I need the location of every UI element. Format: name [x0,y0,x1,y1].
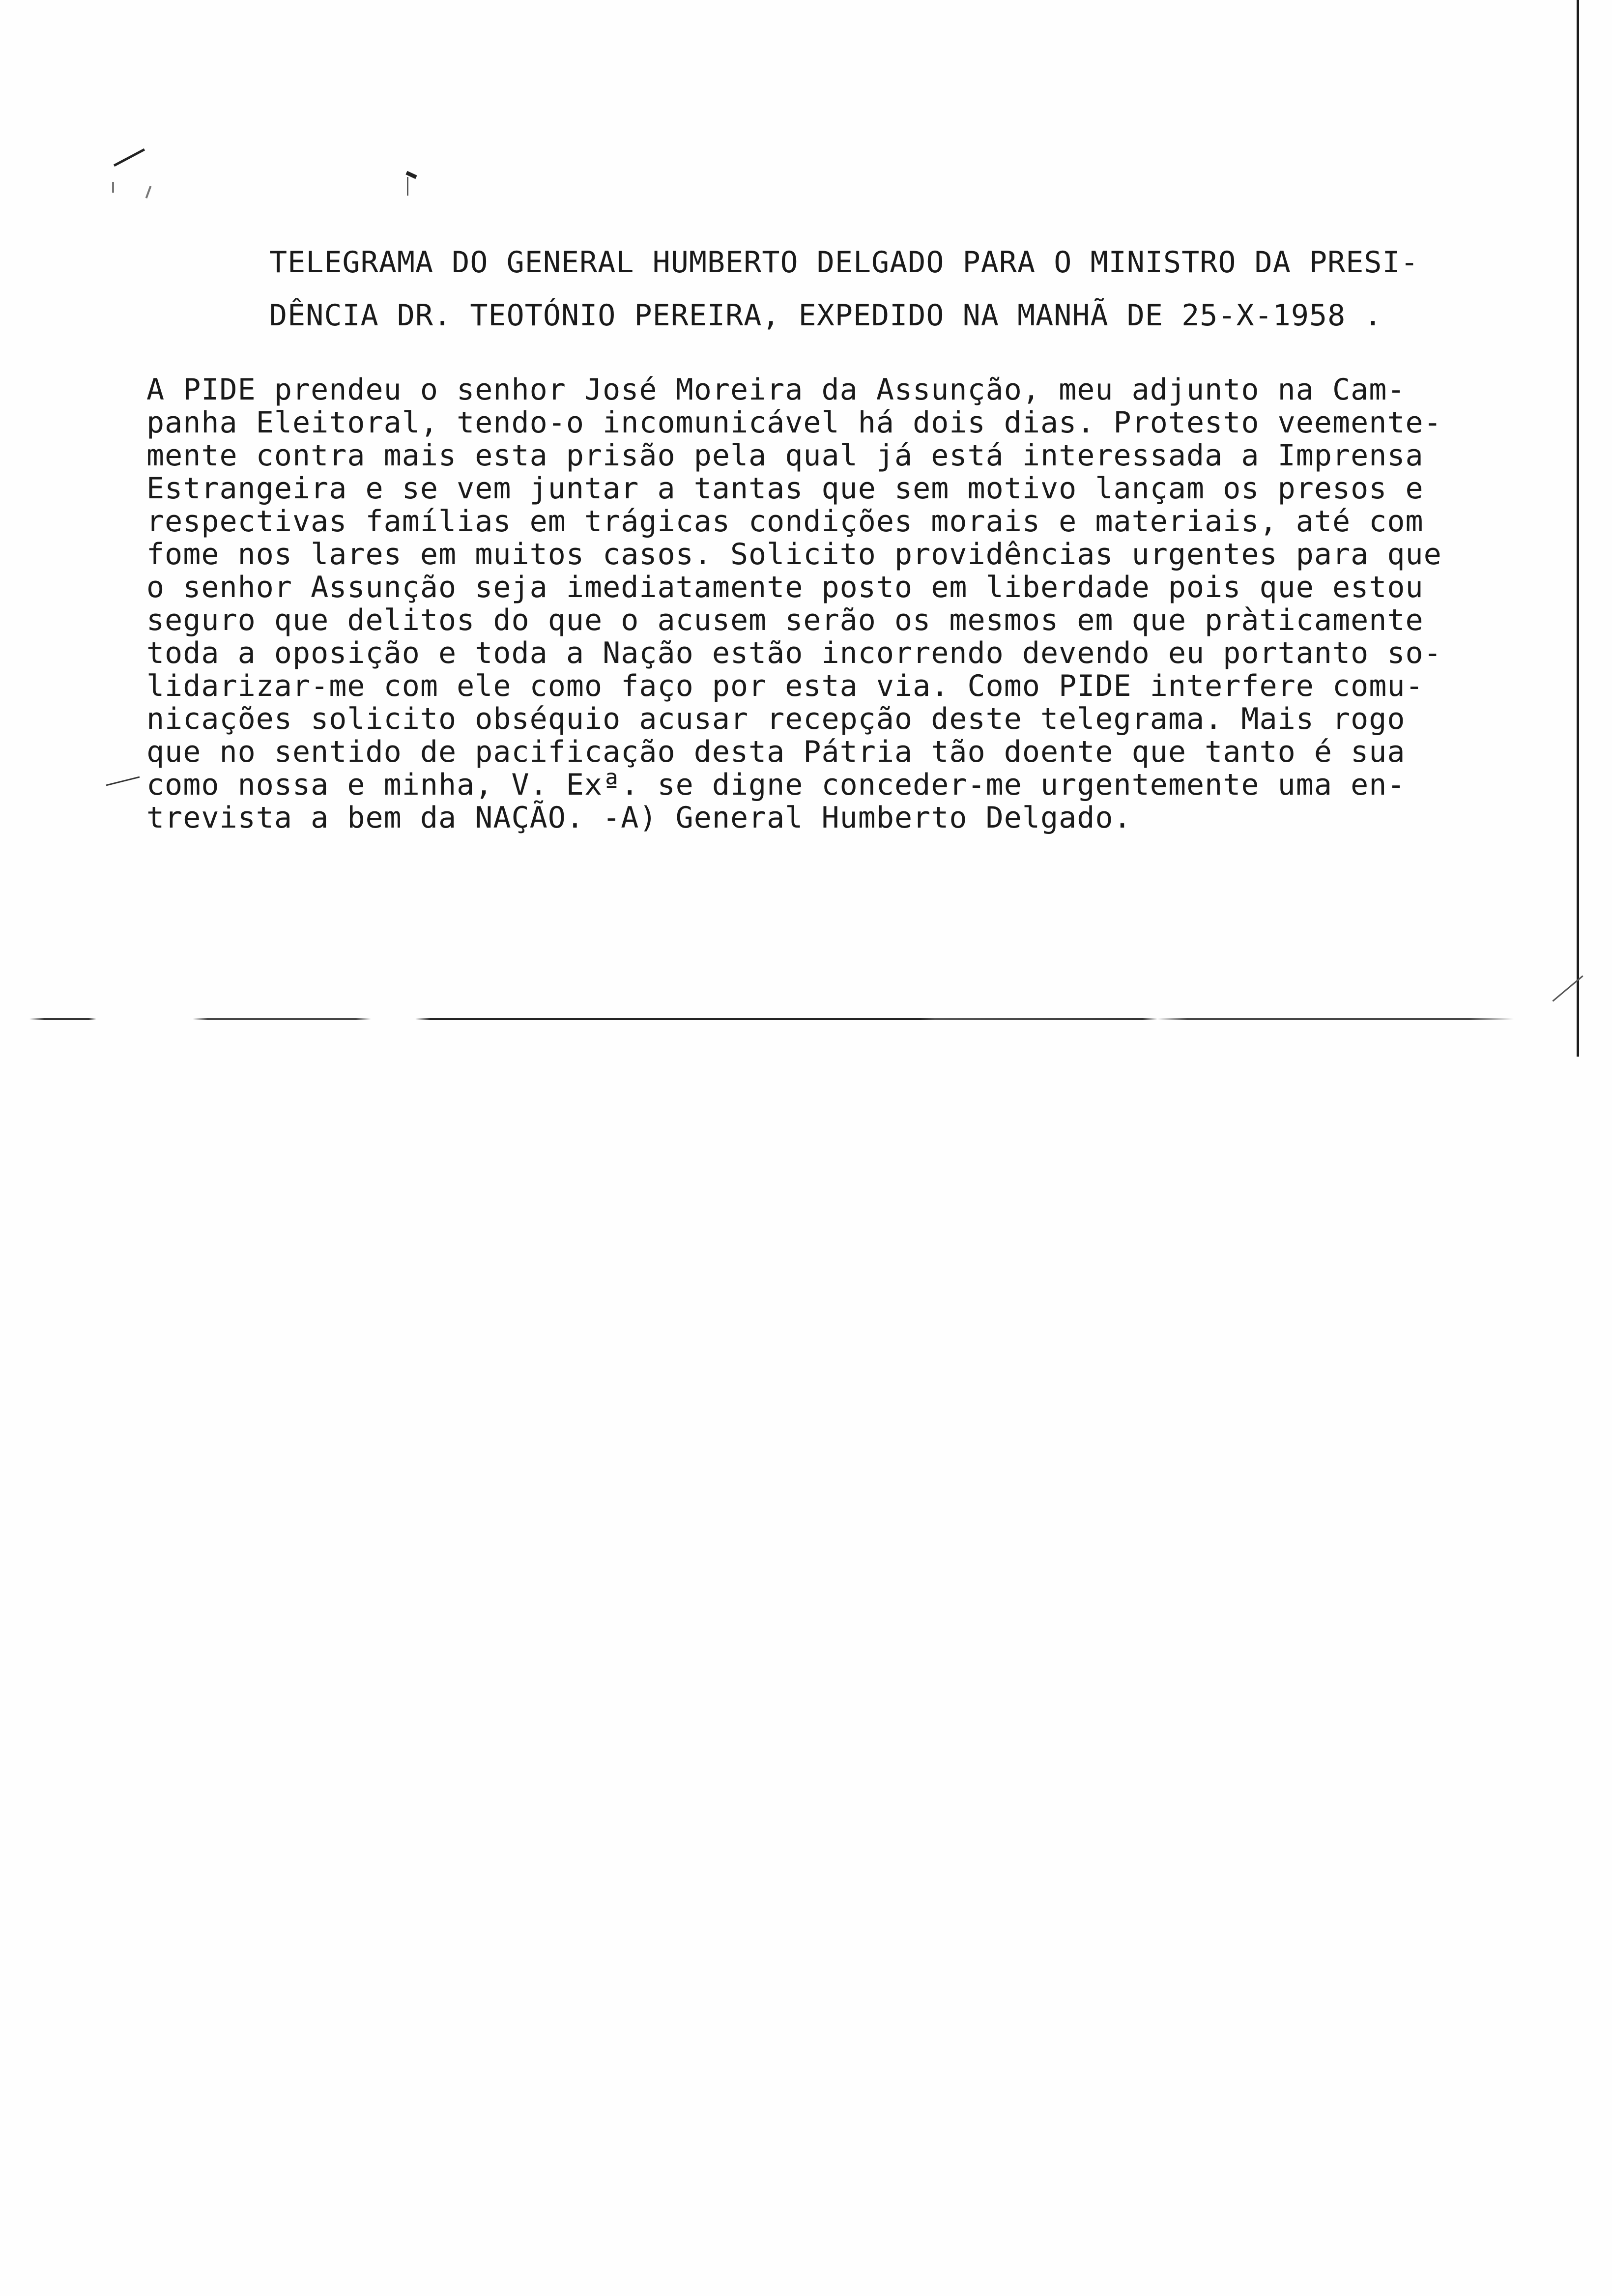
scan-mark [145,186,152,199]
scan-mark [106,776,140,786]
document-heading [269,236,1527,342]
body-line: toda a oposição e toda a Nação estão incorrendo devendo eu portanto so- [146,636,1442,670]
body-line: como nossa e minha, V. Exª. se digne conceder-me urgentemente uma en- [146,768,1406,802]
scan-edge-line [1577,0,1579,1057]
body-line: A PIDE prendeu o senhor José Moreira da Assunção, meu adjunto na Cam- [146,373,1406,407]
body-line: nicações solicito obséquio acusar recepção deste telegrama. Mais rogo [146,702,1406,736]
body-line: mente contra mais esta prisão pela qual já está interessada a Imprensa [146,438,1424,473]
body-line: fome nos lares em muitos casos. Solicito providências urgentes para que [146,537,1442,572]
body-line: Estrangeira e se vem juntar a tantas que sem motivo lançam os presos e [146,471,1424,506]
body-line: panha Eleitoral, tendo-o incomunicável há dois dias. Protesto veemente- [146,405,1442,440]
scan-border-line [29,1018,1514,1020]
body-line: trevista a bem da NAÇÃO. -A) General Humberto Delgado. [146,801,1132,835]
telegram-body [146,373,1552,834]
body-line: lidarizar-me com ele como faço por esta via. Como PIDE interfere comu- [146,669,1424,703]
body-line: seguro que delitos do que o acusem serão os mesmos em que pràticamente [146,603,1424,637]
body-line: o senhor Assunção seja imediatamente posto em liberdade pois que estou [146,570,1424,604]
body-line: que no sentido de pacificação desta Pátria tão doente que tanto é sua [146,735,1406,769]
scan-mark [112,182,114,193]
heading-line: DÊNCIA DR. TEOTÓNIO PEREIRA, EXPEDIDO NA MANHÃ DE 25-X-1958 . [269,298,1382,333]
scan-mark [114,148,145,167]
body-line: respectivas famílias em trágicas condições morais e materiais, até com [146,504,1424,539]
scan-mark [407,177,408,196]
heading-line: TELEGRAMA DO GENERAL HUMBERTO DELGADO PARA O MINISTRO DA PRESI- [269,245,1419,280]
